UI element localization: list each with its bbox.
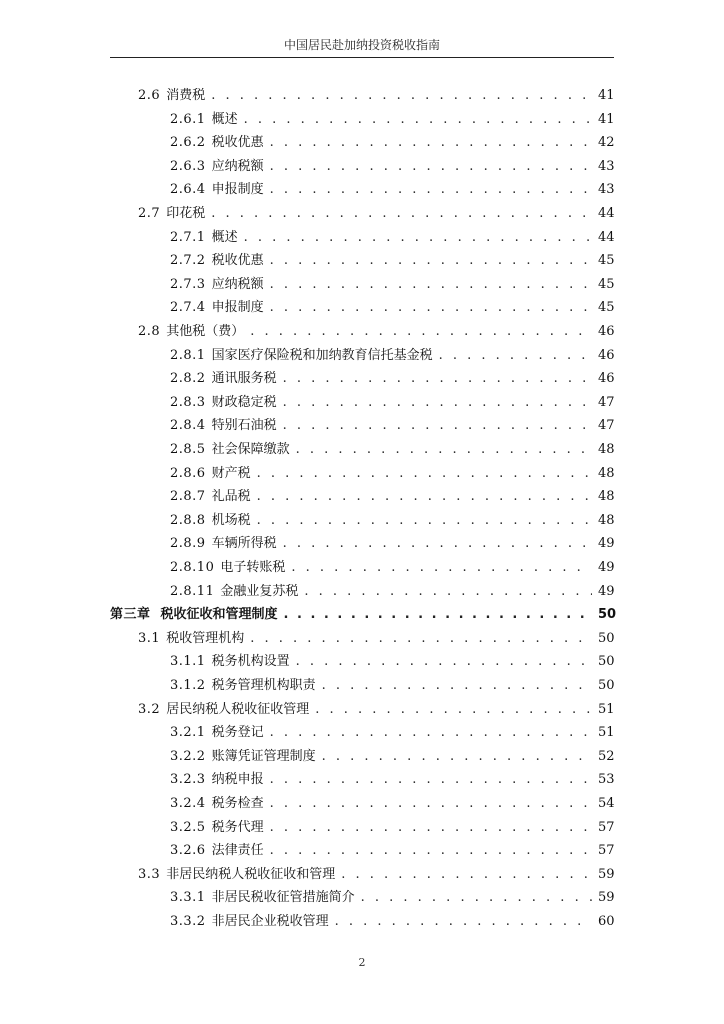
dot-leader — [244, 108, 592, 132]
toc-entry-page: 43 — [598, 158, 615, 174]
toc-entry[interactable] — [170, 839, 614, 863]
toc-entry-title: 非居民税收征管措施简介 — [211, 890, 355, 906]
dot-leader — [291, 556, 592, 580]
toc-entry[interactable] — [170, 438, 614, 462]
toc-entry-number: 3.3 — [138, 866, 161, 882]
toc-entry-number: 2.8.11 — [170, 583, 215, 599]
dot-leader — [250, 320, 592, 344]
toc-entry-page: 51 — [598, 725, 615, 741]
toc-entry-number: 2.7.3 — [170, 276, 206, 292]
toc-entry-number: 2.7.2 — [170, 253, 206, 269]
toc-entry-page: 44 — [598, 229, 615, 245]
dot-leader — [257, 509, 592, 533]
dot-leader — [250, 627, 592, 651]
toc-entry-page: 47 — [598, 394, 615, 410]
dot-leader — [322, 745, 592, 769]
dot-leader — [284, 603, 592, 627]
toc-entry-number: 3.2.5 — [170, 819, 206, 835]
toc-entry[interactable] — [138, 202, 614, 226]
toc-entry-title: 申报制度 — [211, 182, 264, 198]
toc-entry-title: 礼品税 — [211, 489, 251, 505]
toc-entry-title: 财产税 — [211, 465, 251, 481]
toc-entry-number: 2.6.1 — [170, 111, 206, 127]
toc-entry-number: 2.8.4 — [170, 418, 206, 434]
toc-entry-page: 57 — [598, 843, 615, 859]
toc-entry-page: 49 — [598, 583, 615, 599]
toc-entry-title: 税务机构设置 — [211, 654, 290, 670]
toc-entry[interactable] — [170, 249, 614, 273]
toc-entry[interactable] — [170, 721, 614, 745]
toc-entry[interactable] — [170, 768, 614, 792]
dot-leader — [270, 296, 592, 320]
toc-entry-page: 50 — [598, 630, 615, 646]
toc-entry-page: 49 — [598, 536, 615, 552]
toc-entry-page: 46 — [598, 324, 615, 339]
toc-entry-page: 51 — [598, 701, 615, 717]
toc-entry-number: 2.7.4 — [170, 300, 206, 316]
dot-leader — [296, 438, 592, 462]
toc-entry[interactable] — [170, 910, 614, 934]
toc-entry-page: 59 — [598, 890, 615, 906]
toc-entry-title: 印花税 — [166, 206, 206, 221]
toc-entry-title: 申报制度 — [211, 300, 264, 316]
toc-entry-page: 45 — [598, 253, 615, 269]
toc-entry-title: 居民纳税人税收征收管理 — [166, 701, 310, 717]
toc-entry[interactable] — [170, 155, 614, 179]
toc-entry-number: 3.2.1 — [170, 725, 206, 741]
toc-entry-number: 2.8.3 — [170, 394, 206, 410]
toc-entry-title: 税收管理机构 — [166, 630, 245, 646]
toc-entry[interactable] — [170, 650, 614, 674]
toc-entry[interactable] — [138, 698, 614, 722]
dot-leader — [257, 462, 592, 486]
toc-entry[interactable] — [170, 532, 614, 556]
toc-entry[interactable] — [170, 485, 614, 509]
toc-entry-title: 纳税申报 — [211, 772, 264, 788]
toc-entry-number: 3.1.2 — [170, 678, 206, 693]
toc-entry-number: 2.8 — [138, 324, 161, 339]
toc-entry[interactable] — [170, 674, 614, 698]
toc-entry-title: 车辆所得税 — [211, 536, 277, 552]
dot-leader — [270, 768, 592, 792]
toc-entry-number: 2.6.3 — [170, 158, 206, 174]
page-header: 中国居民赴加纳投资税收指南 — [283, 38, 440, 52]
toc-entry-number: 2.8.10 — [170, 560, 215, 575]
toc-entry[interactable] — [138, 863, 614, 887]
toc-entry[interactable] — [170, 886, 614, 910]
toc-entry-page: 59 — [598, 866, 615, 882]
toc-entry-page: 49 — [598, 560, 615, 575]
dot-leader — [315, 698, 592, 722]
dot-leader — [304, 580, 592, 604]
dot-leader — [270, 273, 592, 297]
toc-entry-page: 50 — [598, 678, 615, 693]
toc-entry[interactable] — [138, 320, 614, 344]
dot-leader — [270, 131, 592, 155]
dot-leader — [257, 485, 592, 509]
toc-entry-page: 50 — [598, 607, 617, 623]
toc-entry-title: 概述 — [211, 111, 238, 127]
toc-entry-title: 法律责任 — [211, 843, 264, 859]
toc-entry[interactable] — [170, 509, 614, 533]
toc-entry[interactable] — [170, 556, 614, 580]
dot-leader — [335, 910, 592, 934]
toc-entry-page: 45 — [598, 276, 615, 292]
toc-entry-number: 2.6 — [138, 88, 161, 103]
toc-entry-title: 非居民纳税人税收征收和管理 — [166, 866, 336, 882]
toc-entry[interactable] — [138, 84, 614, 108]
toc-entry-title: 特别石油税 — [211, 418, 277, 434]
toc-entry-title: 应纳税额 — [211, 276, 264, 292]
toc-entry-page: 47 — [598, 418, 615, 434]
toc-entry-page: 45 — [598, 300, 615, 316]
toc-entry-page: 42 — [598, 135, 615, 151]
toc-entry-title: 消费税 — [166, 88, 206, 103]
toc-entry-title: 税务检查 — [211, 796, 264, 811]
dot-leader — [341, 863, 592, 887]
toc-entry-page: 60 — [598, 914, 615, 929]
header-divider — [110, 57, 614, 58]
dot-leader — [283, 532, 592, 556]
toc-entry-title: 财政稳定税 — [211, 394, 277, 410]
dot-leader — [270, 155, 592, 179]
toc-entry-number: 3.2.2 — [170, 748, 206, 764]
toc-entry-title: 社会保障缴款 — [211, 442, 290, 457]
toc-entry-title: 账簿凭证管理制度 — [211, 748, 316, 764]
toc-entry-title: 国家医疗保险税和加纳教育信托基金税 — [211, 347, 433, 363]
toc-entry[interactable] — [170, 131, 614, 155]
toc-entry[interactable] — [170, 414, 614, 438]
toc-entry-page: 46 — [598, 371, 615, 387]
toc-entry[interactable] — [170, 792, 614, 816]
toc-entry-number: 第三章 — [110, 607, 151, 623]
toc-entry-title: 其他税（费） — [166, 324, 245, 339]
dot-leader — [270, 178, 592, 202]
toc-entry-page: 48 — [598, 489, 615, 505]
toc-entry-number: 3.2.4 — [170, 796, 206, 811]
toc-entry[interactable] — [170, 273, 614, 297]
toc-entry-title: 税收优惠 — [211, 253, 264, 269]
dot-leader — [322, 674, 592, 698]
toc-entry-page: 44 — [598, 206, 615, 221]
toc-entry-page: 41 — [598, 88, 615, 103]
dot-leader — [283, 391, 592, 415]
toc-entry-number: 2.8.6 — [170, 465, 206, 481]
toc-entry[interactable] — [170, 178, 614, 202]
dot-leader — [270, 792, 592, 816]
toc-entry-title: 应纳税额 — [211, 158, 264, 174]
dot-leader — [211, 202, 592, 226]
toc-entry-number: 3.2.3 — [170, 772, 206, 788]
toc-entry[interactable] — [170, 226, 614, 250]
toc-entry-number: 2.7.1 — [170, 229, 206, 245]
page-number: 2 — [358, 956, 366, 969]
toc-entry-page: 41 — [598, 111, 615, 127]
dot-leader — [283, 414, 592, 438]
toc-entry-title: 非居民企业税收管理 — [211, 914, 329, 929]
toc-entry[interactable] — [170, 391, 614, 415]
toc-entry-title: 税务登记 — [211, 725, 264, 741]
toc-entry-title: 金融业复苏税 — [220, 583, 299, 599]
toc-entry-number: 3.2.6 — [170, 843, 206, 859]
toc-entry-number: 2.8.2 — [170, 371, 206, 387]
toc-entry[interactable] — [170, 296, 614, 320]
dot-leader — [270, 839, 592, 863]
toc-entry[interactable] — [170, 344, 614, 368]
toc-entry-number: 3.1.1 — [170, 654, 206, 670]
toc-entry-number: 2.8.7 — [170, 489, 206, 505]
toc-entry-number: 3.3.2 — [170, 914, 206, 929]
dot-leader — [270, 249, 592, 273]
toc-entry-number: 3.2 — [138, 701, 161, 717]
toc-entry-page: 48 — [598, 442, 615, 457]
toc-entry-number: 2.6.2 — [170, 135, 206, 151]
toc-entry-title: 税务管理机构职责 — [211, 678, 316, 693]
toc-entry[interactable] — [170, 367, 614, 391]
dot-leader — [439, 344, 592, 368]
toc-entry-page: 53 — [598, 772, 615, 788]
toc-entry-number: 2.8.9 — [170, 536, 206, 552]
dot-leader — [283, 367, 592, 391]
toc-entry-number: 2.8.5 — [170, 442, 206, 457]
toc-entry-number: 2.6.4 — [170, 182, 206, 198]
toc-entry-page: 54 — [598, 796, 615, 811]
toc-entry[interactable] — [138, 627, 614, 651]
toc-entry-page: 57 — [598, 819, 615, 835]
toc-entry-page: 50 — [598, 654, 615, 670]
toc-entry-page: 48 — [598, 512, 615, 528]
toc-entry-number: 2.7 — [138, 206, 161, 221]
dot-leader — [296, 650, 592, 674]
toc-entry-page: 46 — [598, 347, 615, 363]
toc-entry-number: 2.8.8 — [170, 512, 206, 528]
toc-entry-page: 52 — [598, 748, 615, 764]
toc-entry-number: 3.3.1 — [170, 890, 206, 906]
toc-entry[interactable] — [170, 816, 614, 840]
toc-entry-title: 概述 — [211, 229, 238, 245]
toc-entry[interactable] — [170, 580, 614, 604]
dot-leader — [270, 721, 592, 745]
toc-entry[interactable] — [170, 745, 614, 769]
toc-entry-title: 通讯服务税 — [211, 371, 277, 387]
toc-entry[interactable] — [170, 108, 614, 132]
toc-entry-title: 机场税 — [211, 512, 251, 528]
toc-entry-number: 2.8.1 — [170, 347, 206, 363]
toc-entry-number: 3.1 — [138, 630, 161, 646]
toc-entry-page: 43 — [598, 182, 615, 198]
toc-chapter-entry[interactable] — [110, 603, 617, 627]
dot-leader — [270, 816, 592, 840]
toc-entry-page: 48 — [598, 465, 615, 481]
toc-entry[interactable] — [170, 462, 614, 486]
toc-entry-title: 税收征收和管理制度 — [160, 607, 278, 623]
toc-entry-title: 电子转账税 — [220, 560, 286, 575]
toc-entry-title: 税务代理 — [211, 819, 264, 835]
dot-leader — [361, 886, 592, 910]
dot-leader — [244, 226, 592, 250]
toc-entry-title: 税收优惠 — [211, 135, 264, 151]
dot-leader — [211, 84, 592, 108]
